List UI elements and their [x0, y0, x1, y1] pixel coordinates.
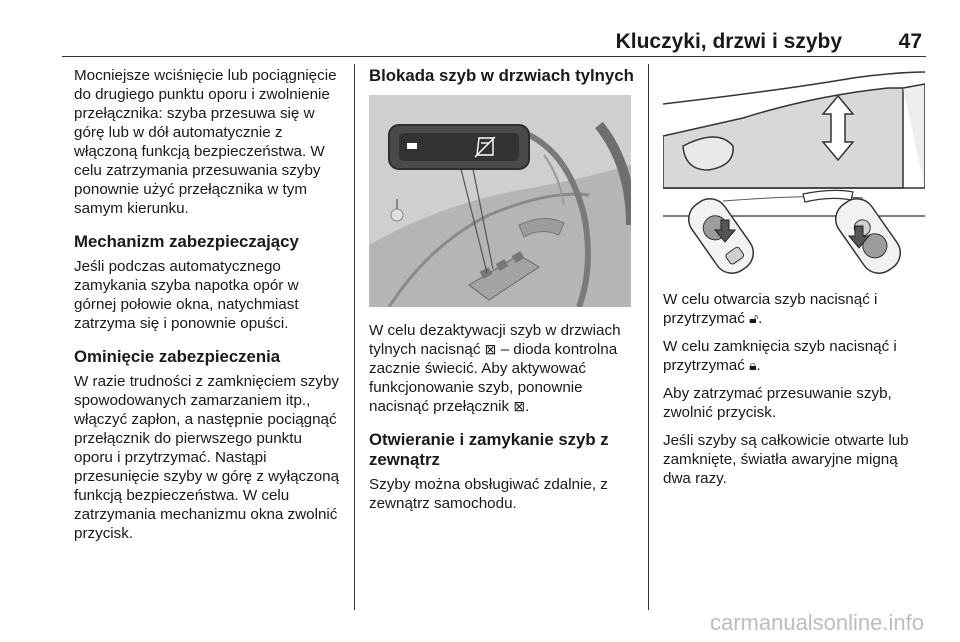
paragraph-rear-lock: W celu dezaktywacji szyb w drzwiach tylnych nacisnąć ⊠ – dioda kontrolna zacznie świecić. Aby aktywować funkcjonowanie szyb, ponownie nacisnąć przełącznik ⊠. [369, 322, 621, 415]
page-header [62, 30, 926, 52]
paragraph-auto-mode: Mocniejsze wciśnięcie lub pociągnięcie do drugiego punktu oporu i zwolnienie przełącznika: szyba przesuwa się w górę lub w dół automatycznie z włączoną funkcją bezpieczeństwa. W celu zatrzymania przesuwania szyby ponownie użyć przełącznika w tym samym kierunku. [74, 67, 337, 217]
paragraph-override: W razie trudności z zamknięciem szyby spowodowanych zamarzaniem itp., włączyć zapłon, a następnie pociągnąć przełącznik do pierwszego punktu oporu i przytrzymać. Nastąpi przesunięcie szyby w górę z wyłączoną funkcją bezpieczeństwa. W celu zatrzymania mechanizmu okna zwolnić przycisk. [74, 373, 340, 542]
unlock-icon: 🔓︎ [749, 310, 759, 326]
paragraph-safety-mechanism: Jeśli podczas automatycznego zamykania szyba napotka opór w górnej połowie okna, natychmiast zatrzyma się i ponownie opuści. [74, 258, 299, 332]
paragraph-close-windows: W celu zamknięcia szyb nacisnąć i przytrzymać 🔒︎. [663, 338, 897, 374]
remote-key-illustration [663, 66, 925, 278]
watermark: carmanualsonline.info [709, 610, 924, 635]
heading-remote-operation: Otwieranie i zamykanie szyb z zewnątrz [369, 430, 609, 469]
heading-safety-mechanism: Mechanizm zabezpieczający [74, 232, 299, 251]
heading-override: Ominięcie zabezpieczenia [74, 347, 281, 366]
column-divider-2 [648, 64, 649, 610]
header-divider [62, 56, 926, 57]
column-1 [74, 66, 344, 552]
paragraph-remote-operation: Szyby można obsługiwać zdalnie, z zewnątrz samochodu. [369, 476, 608, 512]
section-title: Kluczyki, drzwi i szyby [615, 30, 842, 53]
paragraph-open-windows: W celu otwarcia szyb nacisnąć i przytrzymać 🔓︎. [663, 291, 878, 327]
paragraph-stop-windows: Aby zatrzymać przesuwanie szyb, zwolnić przycisk. [663, 385, 892, 421]
page-number: 47 [898, 30, 922, 53]
column-2 [369, 66, 639, 522]
heading-rear-window-lock: Blokada szyb w drzwiach tylnych [369, 66, 634, 85]
paragraph-hazard-lights: Jeśli szyby są całkowicie otwarte lub zamknięte, światła awaryjne migną dwa razy. [663, 432, 909, 487]
lock-icon: 🔒︎ [749, 357, 757, 373]
window-lock-icon: ⊠ [513, 398, 526, 414]
door-switch-illustration [369, 95, 631, 307]
window-lock-icon: ⊠ [484, 341, 497, 357]
column-3 [663, 66, 929, 497]
column-divider-1 [354, 64, 355, 610]
